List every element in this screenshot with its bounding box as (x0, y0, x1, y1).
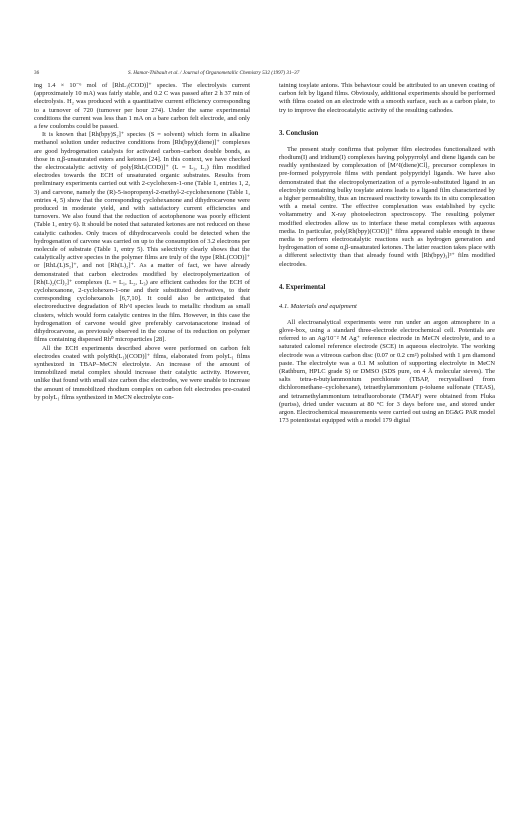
section-heading-experimental: 4. Experimental (279, 283, 326, 291)
paragraph: It is known that [Rh(bpy)S₂]⁺ species (S = solvent) which form in alkaline methanol solution under reductive conditions from [Rh(bpy)(diene)]⁺ complexes are good hydrogenation catalysts for activated carbon–carbon double bonds, as those in α,β-unsaturated esters and ketones [24]. In this context, we have checked the electrocatalytic activity of poly[RhL(COD)]⁺ (L = L₁, L₂) film modified electrodes towards the ECH of unsaturated organic substrates. Results from preliminary experiments carried out with 2-cyclohexen-1-one (Table 1, entries 1, 2, 3) and carvone, namely the (R)-5-isopropenyl-2-methyl-2-cyclohexenone (Table 1, entries 4, 5) show that the corresponding cyclohexanone and dihydrocarvone were produced in moderate yield, and with satisfactory current efficiencies and turnovers. We also found that the reduction of acetophenone was poorly efficient (Table 1, entry 6). It should be noted that saturated ketones are not reduced on these catalytic cathodes. Only traces of dihydrocarveols could be detected when the hydrogenation of carvone was carried on up to the consumption of 3.2 electrons per molecule of substrate (Table 1, entry 5). This selectivity clearly shows that the catalytically active species in the polymer films are truly of the type [RhL(COD)]⁺ or [RhL(L)S₂]⁺, and not [Rh(L)₂]⁺. As a matter of fact, we have already demonstrated that carbon electrodes modified by electropolymerization of [Rh(L)₂(Cl)₂]⁺ complexes (L = L₁, L₂, L₃) are efficient cathodes for the ECH of cyclohexanone, 2-cyclohexen-1-one and their substituted derivatives, to their corresponding cyclohexanols [6,7,10]. It could also be anticipated that electroreductive degradation of Rh^I species leads to metallic rhodium as small clusters, which would form catalytic centres in the film. However, in this case the hydrogenation of carvone would give preferably carvotanacetone instead of dihydrocarvone, as previously observed in the course of its reduction on polymer films containing dispersed Rh⁰ microparticles [28]. (34, 131, 250, 344)
page-number: 36 (34, 70, 40, 76)
paragraph: taining tosylate anions. This behaviour could be attributed to an uneven coating of carbon felt by ligand films. Obviously, additional experiments should be performed with films coated on an electrode with a smooth surface, such as a carbon plate, to try to improve the electrocatalytic activity of the resulting cathodes. (279, 82, 495, 114)
left-column (34, 82, 250, 402)
right-column (279, 82, 495, 426)
paragraph: The present study confirms that polymer film electrodes functionalized with rhodium(I) and iridium(I) complexes having polypyrrolyl and diene ligands can be readily synthesized by complexation of [M^I(diene)Cl]₂ precursor complexes in pre-formed polypyrrole films with pendant polypyridyl ligands. We have also demonstrated that the electropolymerization of a pyrrole-substituted ligand in an electrolyte containing bulky tosylate anions leads to a ligand film characterized by a higher permeability, thus an increased reactivity towards its in situ complexation with a metal centre. The effective complexation was established by cyclic voltammetry and X-ray photoelectron spectroscopy. The resulting polymer modified electrodes allow us to interface these metal complexes with aqueous media. In particular, poly[Rh(bpy)(COD)]⁺ films appeared stable enough in these media to perform electrocatalytic reactions such as hydrogen generation and hydrogenation of some α,β-unsaturated ketones. The latter reaction takes place with a different selectivity than that already found with [Rh(bpy)₃]³⁺ film modified electrodes. (279, 145, 495, 268)
subsection-heading: 4.1. Materials and equipment (279, 302, 357, 310)
section-heading-conclusion: 3. Conclusion (279, 129, 319, 137)
paragraph: ing 1.4 × 10⁻⁶ mol of [RhL₁(COD)]⁺ species. The electrolysis current (approximately 10 mA) was fairly stable, and 0.2 C was passed after 2 h 37 min of electrolysis. H₂ was produced with a quantitative current efficiency corresponding to a turnover of 720 (turnover per hour 274). Under the same experimental conditions the current was less than 1 mA on a bare carbon felt electrode, and only a few coulombs could be passed. (34, 82, 250, 131)
paragraph: All the ECH experiments described above were performed on carbon felt electrodes coated with polyRh(L₁)(COD)]⁺ films, elaborated from polyL₁ films synthesized in TBAP–MeCN electrolyte. An increase of the amount of immobilized metal complex should increase their catalytic activity. However, unlike that found with small size carbon disc electrodes, we were unable to increase the amount of immobilized rhodium complex on carbon felt electrodes pre-coated by polyL₁ films synthesized in MeCN electrolyte con- (34, 344, 250, 401)
paragraph: All electroanalytical experiments were run under an argon atmosphere in a glove-box, using a standard three-electrode electrochemical cell. Potentials are referred to an Ag/10⁻² M Ag⁺ reference electrode in MeCN electrolyte, and to a saturated calomel reference electrode (SCE) in aqueous electrolyte. The working electrode was a vitreous carbon disc (0.07 or 0.2 cm²) polished with 1 μm diamond paste. The electrolyte was a 0.1 M solution of supporting electrolyte in MeCN (Rathburn, HPLC grade S) or DMSO (SDS pure, on 4 Å molecular sieves). The salts tetra-n-butylammonium perchlorate (TBAP, recrystallised from dichloromethane–cyclohexane), tetraethylammonium p-toluene sulfonate (TEAS), and tetramethylammonium tetrafluoroborate (TMAF) were obtained from Fluka (puriss), dried under vacuum at 80 °C for 3 days before use, and stored under argon. Electrochemical measurements were carried out using an EG&G PAR model 173 potentiostat equipped with a model 179 digital (279, 318, 495, 425)
running-header: S. Hamar-Thibault et al. / Journal of Organometallic Chemistry 532 (1997) 31–37 (128, 70, 300, 76)
